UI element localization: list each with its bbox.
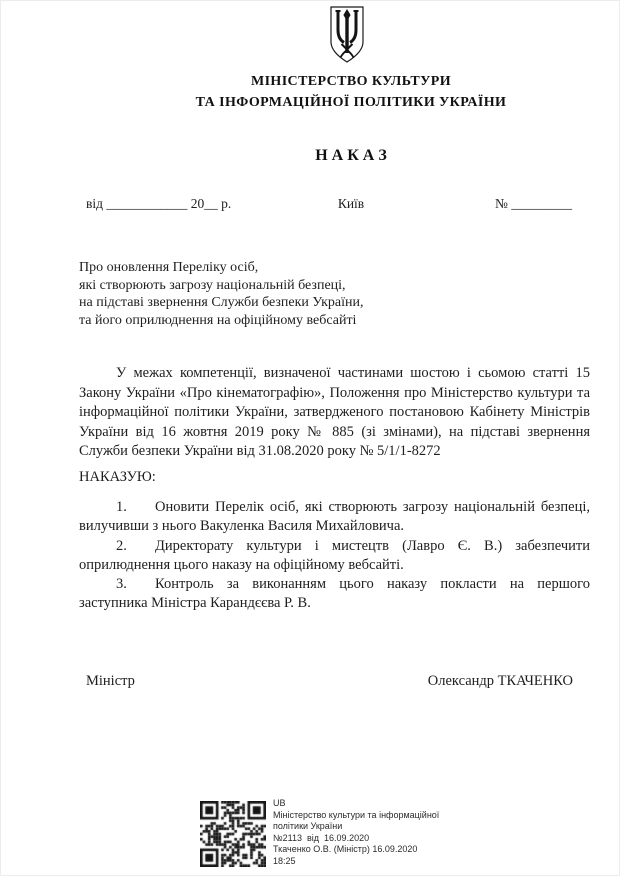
item-number: 1. <box>116 499 127 515</box>
order-word: НАКАЗУЮ: <box>79 469 156 485</box>
item-text: Оновити Перелік осіб, які створюють загрозу національній безпеці, вилучивши з нього Вакуленка Василя Михайловича. <box>79 499 590 535</box>
signature-line <box>86 673 573 690</box>
ministry-name-line2: ТА ІНФОРМАЦІЙНОЇ ПОЛІТИКИ УКРАЇНИ <box>195 95 507 110</box>
subject-line: які створюють загрозу національній безпеці, <box>79 277 346 293</box>
order-item-2 <box>79 537 590 576</box>
ministry-name <box>81 71 620 113</box>
subject-line: Про оновлення Переліку осіб, <box>79 260 259 275</box>
date-place-number-line <box>1 196 620 214</box>
stamp-line: 18:25 <box>273 855 296 866</box>
stamp-line: №2113 від 16.09.2020 <box>273 832 370 843</box>
order-title: Н А К А З <box>315 147 387 164</box>
signatory-position: Міністр <box>86 673 135 689</box>
signatory-name: Олександр ТКАЧЕНКО <box>427 673 573 689</box>
e-signature-stamp <box>200 796 540 871</box>
stamp-text <box>273 798 439 868</box>
item-number: 3. <box>116 576 127 593</box>
order-item-3 <box>79 575 590 614</box>
stamp-line: UB <box>273 798 286 808</box>
preamble-paragraph: У межах компетенції, визначеної частинами шостою і сьомою статті 15 Закону України «Про кінематографію», Положення про Міністерство культури та інформаційної політики України, затвердженого постановою Кабінету Міністрів України від 16 жовтня 2019 року № 885 (зі змінами), на підставі звернення Служби безпеки України від 31.08.2020 року № 5/1/1-8272 <box>79 365 590 460</box>
stamp-line: Ткаченко О.В. (Міністр) 16.09.2020 <box>273 844 418 855</box>
subject-line: та його оприлюднення на офіційному вебсайті <box>79 312 357 328</box>
stamp-line: Міністерство культури та інформаційної <box>273 809 440 820</box>
place-label: Київ <box>337 196 365 211</box>
qr-code <box>200 801 266 867</box>
number-blank: № _________ <box>495 196 573 211</box>
order-items <box>79 498 590 614</box>
subject-line: на підставі звернення Служби безпеки України, <box>79 295 364 310</box>
stamp-line: політики України <box>273 821 343 832</box>
item-text: Директорату культури і мистецтв (Лавро Є. В.) забезпечити оприлюднення цього наказу на офіційному вебсайті. <box>79 537 590 573</box>
order-item-1 <box>79 498 590 537</box>
date-blank: від ____________ 20__ р. <box>86 196 232 211</box>
ministry-name-line1: МІНІСТЕРСТВО КУЛЬТУРИ <box>250 74 452 89</box>
item-number: 2. <box>116 537 127 554</box>
item-text: Контроль за виконанням цього наказу покласти на першого заступника Міністра Карандєєва Р. В. <box>79 576 590 612</box>
subject-block <box>79 259 479 329</box>
ukraine-trident-emblem-icon <box>328 6 366 64</box>
